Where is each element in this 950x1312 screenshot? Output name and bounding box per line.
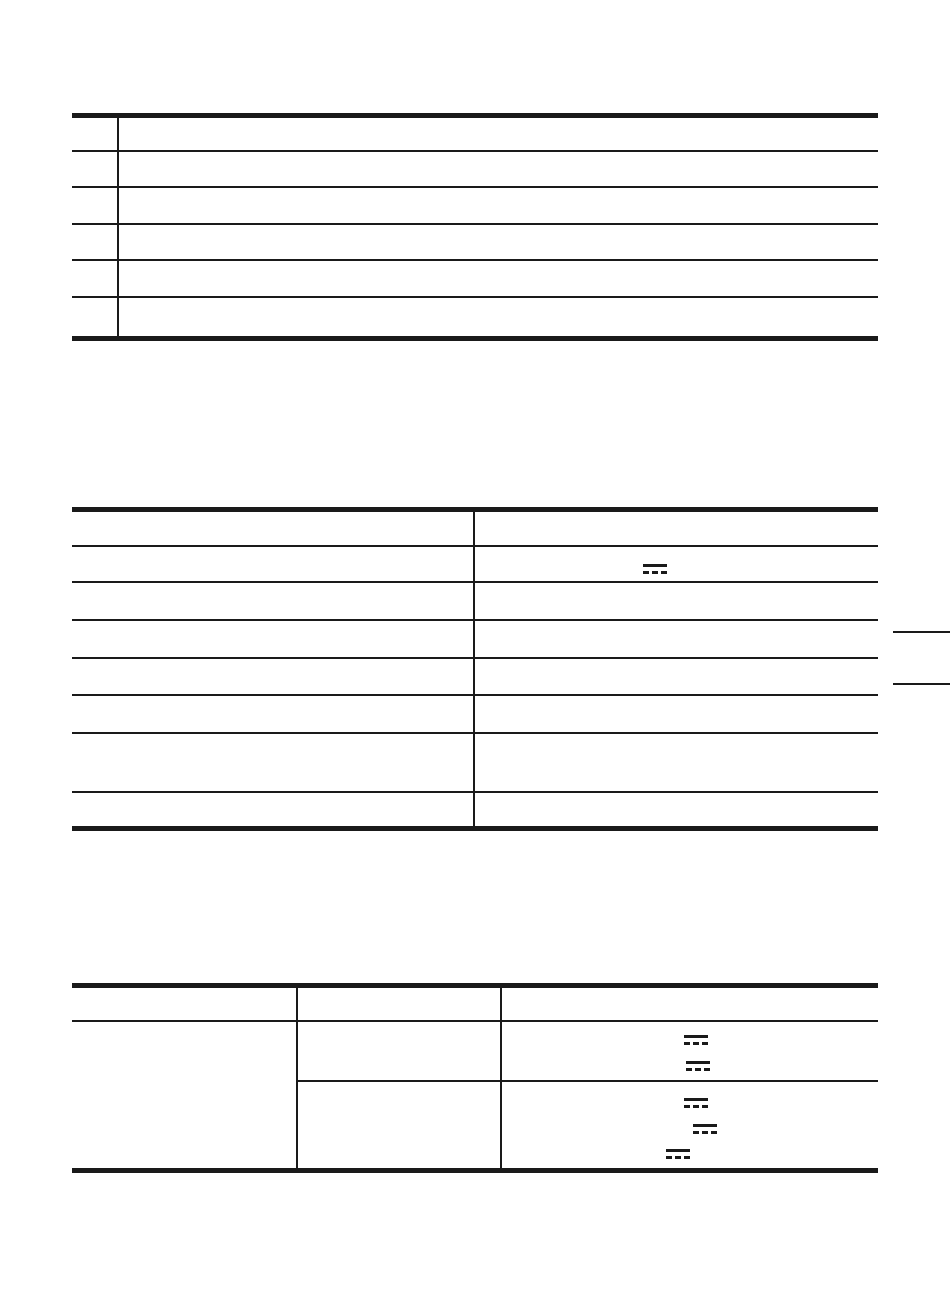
row-rule [72, 223, 878, 225]
side-tab-mark [893, 683, 950, 685]
direct-current-icon [684, 1033, 708, 1047]
row-rule [72, 186, 878, 188]
row-rule [72, 581, 878, 583]
side-tab-mark [893, 631, 950, 633]
row-rule [72, 259, 878, 261]
direct-current-icon [666, 1147, 690, 1161]
row-rule [72, 732, 878, 734]
row-rule [72, 619, 878, 621]
table-3 [72, 983, 878, 1177]
table-1 [72, 113, 878, 343]
row-rule [72, 1020, 878, 1022]
table-bottom-rule [72, 1168, 878, 1173]
column-divider [117, 113, 119, 341]
table-bottom-rule [72, 336, 878, 341]
direct-current-icon [643, 562, 667, 576]
row-rule [72, 296, 878, 298]
table-2 [72, 507, 878, 833]
column-divider [296, 983, 298, 1171]
row-rule [72, 791, 878, 793]
direct-current-icon [684, 1096, 708, 1110]
row-rule [72, 694, 878, 696]
row-rule [72, 657, 878, 659]
table-top-rule [72, 507, 878, 512]
table-bottom-rule [72, 826, 878, 831]
row-rule [72, 545, 878, 547]
column-divider [473, 507, 475, 829]
table-top-rule [72, 983, 878, 988]
row-rule [296, 1080, 878, 1082]
direct-current-icon [686, 1059, 710, 1073]
direct-current-icon [693, 1122, 717, 1136]
column-divider [500, 983, 502, 1171]
table-top-rule [72, 113, 878, 118]
row-rule [72, 150, 878, 152]
